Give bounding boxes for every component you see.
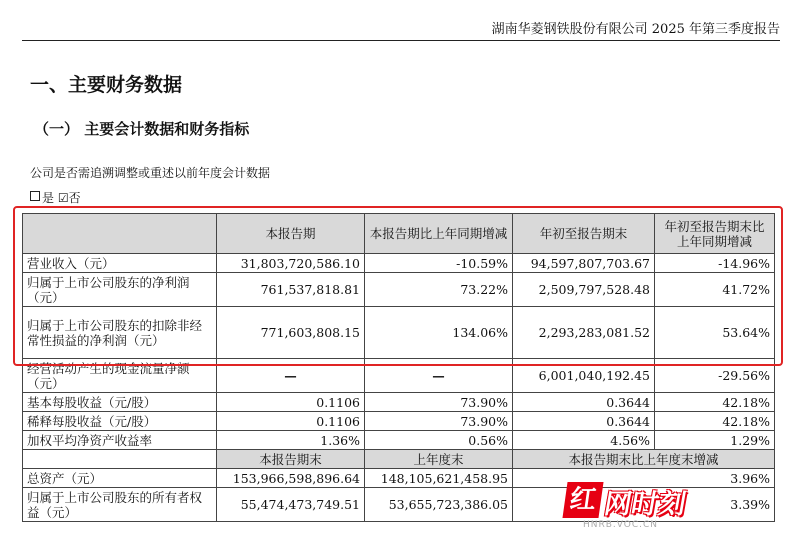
watermark-logo: [565, 478, 700, 533]
table-cell: —: [365, 359, 513, 393]
row-label: 总资产（元）: [23, 469, 217, 488]
table-cell: 761,537,818.81: [217, 273, 365, 307]
table-cell: 771,603,808.15: [217, 307, 365, 359]
table-cell: 6,001,040,192.45: [513, 359, 655, 393]
row-label: 经营活动产生的现金流量净额（元）: [23, 359, 217, 393]
table-cell: 73.22%: [365, 273, 513, 307]
table-cell: 134.06%: [365, 307, 513, 359]
table-row: [23, 307, 775, 359]
table-row: [23, 359, 775, 393]
header-cell: 本报告期比上年同期增减: [365, 214, 513, 254]
table-cell: 53.64%: [655, 307, 775, 359]
table-cell: 73.90%: [365, 412, 513, 431]
table-cell: 0.1106: [217, 393, 365, 412]
financial-data-table: [22, 213, 775, 522]
table-cell: 42.18%: [655, 412, 775, 431]
table-row: [23, 412, 775, 431]
subsection-heading: （一） 主要会计数据和财务指标: [34, 120, 250, 138]
header-cell: [23, 214, 217, 254]
table-cell: 2,509,797,528.48: [513, 273, 655, 307]
row-label: 归属于上市公司股东的扣除非经常性损益的净利润（元）: [23, 307, 217, 359]
header-cell: 本报告期末比上年度末增减: [513, 450, 775, 469]
table-cell: —: [217, 359, 365, 393]
watermark-mark: 红: [562, 482, 603, 518]
header-cell: 本报告期末: [217, 450, 365, 469]
row-label: 基本每股收益（元/股）: [23, 393, 217, 412]
table-cell: 53,655,723,386.05: [365, 488, 513, 522]
watermark-url: HNRB.VOC.CN: [583, 520, 659, 530]
header-cell: 上年度末: [365, 450, 513, 469]
table-cell: 153,966,598,896.64: [217, 469, 365, 488]
table-row: [23, 393, 775, 412]
table-cell: 42.18%: [655, 393, 775, 412]
row-label: 归属于上市公司股东的净利润（元）: [23, 273, 217, 307]
header-cell: 本报告期: [217, 214, 365, 254]
table-cell: 0.56%: [365, 431, 513, 450]
table-cell: 94,597,807,703.67: [513, 254, 655, 273]
table-cell: 73.90%: [365, 393, 513, 412]
table-cell: 3.39%: [513, 488, 775, 522]
section-heading: 一、主要财务数据: [30, 74, 183, 96]
header-cell: [23, 450, 217, 469]
row-label: 稀释每股收益（元/股）: [23, 412, 217, 431]
table-cell: 0.1106: [217, 412, 365, 431]
option-no: ☑否: [57, 191, 81, 205]
table-cell: 0.3644: [513, 393, 655, 412]
table-row: [23, 254, 775, 273]
restatement-options: [30, 189, 81, 206]
header-cell: 年初至报告期末比上年同期增减: [655, 214, 775, 254]
option-yes: 是: [42, 191, 55, 205]
table-cell: 1.36%: [217, 431, 365, 450]
checkbox-empty-icon: [30, 191, 40, 201]
table-header-row: [23, 214, 775, 254]
table-cell: 1.29%: [655, 431, 775, 450]
table-header-row-2: [23, 450, 775, 469]
row-label: 营业收入（元）: [23, 254, 217, 273]
table-cell: -14.96%: [655, 254, 775, 273]
table-cell: -10.59%: [365, 254, 513, 273]
table-cell: 41.72%: [655, 273, 775, 307]
table-cell: -29.56%: [655, 359, 775, 393]
table-cell: 3.96%: [513, 469, 775, 488]
restatement-question: 公司是否需追溯调整或重述以前年度会计数据: [30, 166, 271, 180]
watermark-text: 网时刻: [601, 489, 689, 520]
table-cell: 4.56%: [513, 431, 655, 450]
header-cell: 年初至报告期末: [513, 214, 655, 254]
row-label: 归属于上市公司股东的所有者权益（元）: [23, 488, 217, 522]
row-label: 加权平均净资产收益率: [23, 431, 217, 450]
table-cell: 31,803,720,586.10: [217, 254, 365, 273]
table-row: [23, 431, 775, 450]
report-header-title: 湖南华菱钢铁股份有限公司 2025 年第三季度报告: [491, 22, 780, 37]
table-cell: 0.3644: [513, 412, 655, 431]
table-cell: 148,105,621,458.95: [365, 469, 513, 488]
table-cell: 55,474,473,749.51: [217, 488, 365, 522]
table-row: [23, 273, 775, 307]
table-cell: 2,293,283,081.52: [513, 307, 655, 359]
